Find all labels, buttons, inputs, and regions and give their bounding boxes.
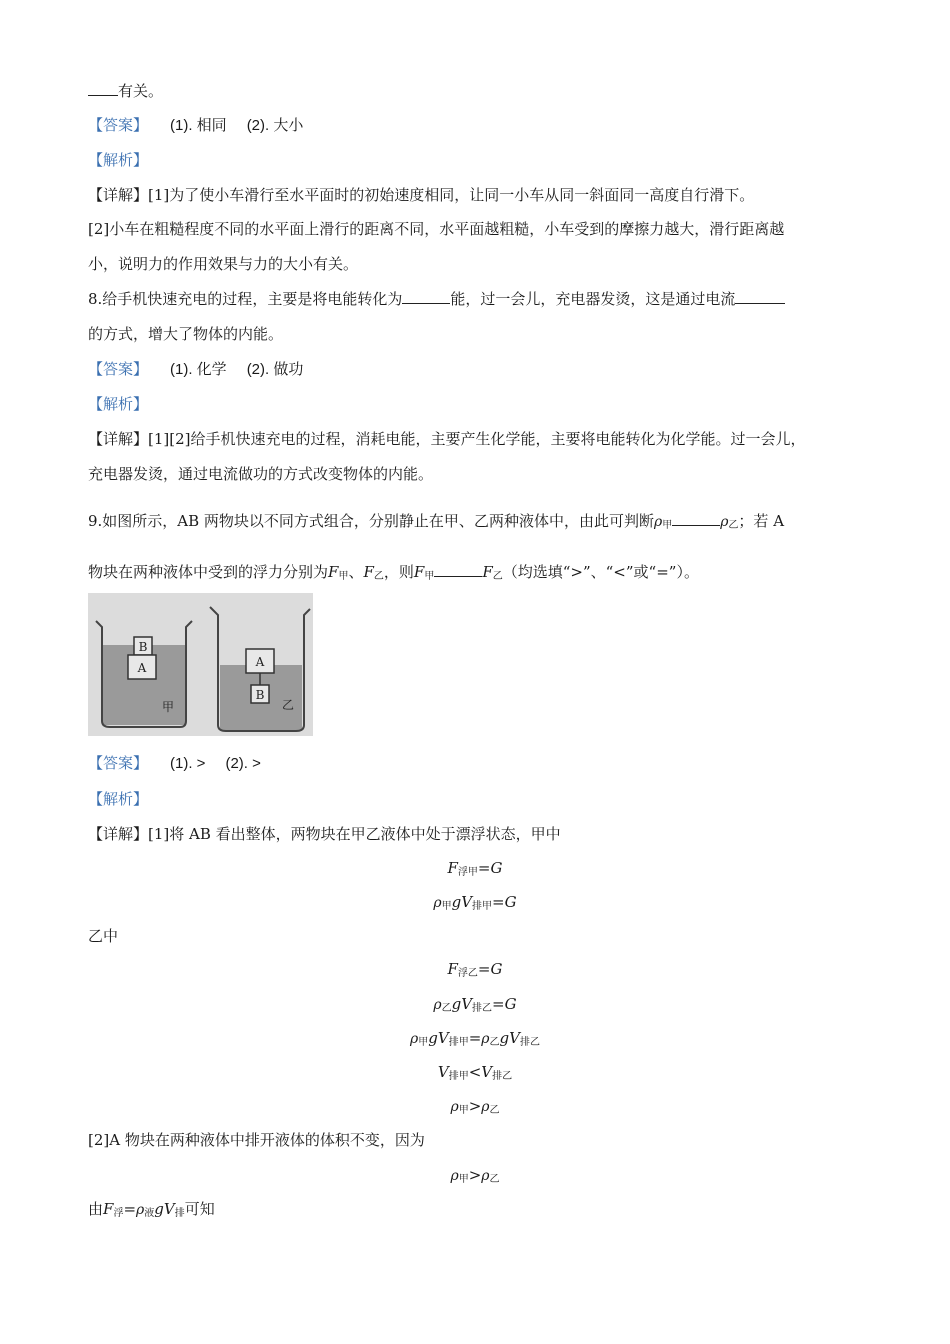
equation-1 — [0, 857, 950, 884]
eq-term: ρ — [450, 1168, 459, 1184]
q7-tail-text: 有关。 — [118, 82, 164, 100]
equation-6 — [0, 1061, 950, 1088]
equation-3 — [0, 958, 950, 985]
force-symbol: F — [482, 563, 493, 581]
block-a-label: A — [255, 655, 265, 669]
eq-term: =G — [477, 960, 503, 978]
subscript-jia: 甲 — [338, 571, 349, 582]
subscript-jia: 甲 — [662, 520, 673, 531]
q8-detail-line-1 — [88, 428, 806, 450]
eq-operator: > — [468, 1166, 482, 1184]
eq-term: ρ — [481, 1099, 490, 1115]
q8-stem-c: 的方式，增大了物体的内能。 — [88, 325, 284, 343]
q9-stem-line-1 — [88, 510, 784, 537]
beaker-figure — [88, 593, 313, 736]
answer-tag: 【答案】 — [88, 754, 149, 772]
q7-answer-line — [88, 114, 303, 137]
equation-8 — [0, 1164, 950, 1191]
eq-term: ρ — [450, 1099, 459, 1115]
q7-detail-line-3 — [88, 253, 358, 275]
eq-subscript: 浮乙 — [457, 968, 478, 979]
q7-analysis-line — [88, 149, 148, 171]
subscript-yi: 乙 — [492, 571, 503, 582]
q7-tail-line — [88, 80, 163, 102]
equation-5 — [0, 1027, 950, 1054]
q9-stem2-c: （均选填“>”、“<”或“=”）。 — [502, 563, 699, 581]
q8-answer-1: (1). 化学 — [170, 361, 227, 378]
q8-detail-line-2 — [88, 463, 433, 485]
force-symbol: F — [328, 563, 339, 581]
eq-operator: = — [123, 1200, 137, 1218]
q9-stem2-a: 物块在两种液体中受到的浮力分别为 — [88, 563, 329, 581]
yi-zhong-line — [88, 925, 118, 947]
q8-stem-b: 能，过一会儿，充电器发烫，这是通过电流 — [450, 290, 736, 308]
detail-tag: 【详解】 — [88, 186, 149, 204]
eq-subscript: 甲 — [418, 1037, 429, 1048]
eq-term: ρ — [433, 997, 442, 1013]
eq-term: =G — [492, 995, 517, 1013]
eq-term: gV — [154, 1200, 175, 1218]
q7-answer-2: (2). 大小 — [246, 117, 304, 134]
force-symbol: F — [413, 563, 425, 581]
eq-subscript: 乙 — [489, 1174, 500, 1185]
q7-detail-line-2 — [88, 218, 784, 240]
detail-tag: 【详解】 — [88, 825, 149, 843]
answer-blank — [672, 510, 720, 526]
eq-term: gV — [499, 1029, 520, 1047]
rho-symbol: ρ — [720, 514, 729, 530]
q9-detail-1: [1]将 AB 看出整体，两物块在甲乙液体中处于漂浮状态，甲中 — [148, 825, 561, 843]
eq-term: =G — [492, 893, 517, 911]
eq-subscript: 排甲 — [448, 1071, 469, 1082]
eq-operator: < — [468, 1063, 482, 1081]
q8-answer-2: (2). 做功 — [246, 361, 304, 378]
eq-subscript: 液 — [144, 1208, 155, 1219]
label-yi: 乙 — [281, 698, 295, 712]
eq-subscript: 甲 — [458, 1174, 469, 1185]
eq-term: gV — [451, 893, 473, 911]
equation-7 — [0, 1095, 950, 1122]
eq-subscript: 乙 — [489, 1037, 500, 1048]
q9-answer-2: (2). > — [225, 755, 261, 772]
eq-term: V — [437, 1063, 449, 1081]
eq-subscript: 排乙 — [472, 1003, 493, 1014]
label-jia: 甲 — [161, 700, 175, 714]
subscript-yi: 乙 — [373, 571, 384, 582]
eq-subscript: 排 — [174, 1208, 185, 1219]
q9-stem-line-2 — [88, 561, 699, 588]
eq-subscript: 排甲 — [472, 901, 493, 912]
q8-stem-a: 8.给手机快速充电的过程，主要是将电能转化为 — [88, 290, 403, 308]
q9-detail-line-2 — [88, 1129, 425, 1151]
eq-term: ρ — [136, 1202, 145, 1218]
final-text: 可知 — [184, 1200, 215, 1218]
eq-subscript: 排甲 — [448, 1037, 469, 1048]
q9-detail-2: [2]A 物块在两种液体中排开液体的体积不变，因为 — [88, 1131, 425, 1149]
q8-detail-1: [1][2]给手机快速充电的过程，消耗电能，主要产生化学能，主要将电能转化为化学能。过一会儿， — [148, 430, 806, 448]
answer-blank — [735, 288, 785, 304]
rho-symbol: ρ — [653, 514, 663, 530]
eq-term: =G — [477, 859, 503, 877]
final-text: 由 — [88, 1200, 104, 1218]
block-b-label: B — [255, 688, 265, 702]
q7-detail-2a: [2]小车在粗糙程度不同的水平面上滑行的距离不同，水平面越粗糙，小车受到的摩擦力越大，滑行距离越 — [88, 220, 785, 238]
eq-term: F — [103, 1200, 114, 1218]
eq-subscript: 排乙 — [492, 1071, 513, 1082]
q9-final-line — [88, 1198, 215, 1225]
q7-answer-1: (1). 相同 — [170, 117, 227, 134]
eq-subscript: 乙 — [489, 1105, 500, 1116]
q7-detail-2b: 小，说明力的作用效果与力的大小有关。 — [88, 255, 359, 273]
eq-operator: = — [468, 1029, 482, 1047]
answer-tag: 【答案】 — [88, 116, 149, 134]
eq-subscript: 甲 — [441, 901, 452, 912]
eq-term: gV — [451, 995, 473, 1013]
q9-analysis-line — [88, 788, 148, 810]
q7-detail-line-1 — [88, 184, 754, 206]
subscript-yi: 乙 — [728, 520, 739, 531]
eq-term: gV — [428, 1029, 449, 1047]
equation-4 — [0, 993, 950, 1020]
q7-detail-1: [1]为了使小车滑行至水平面时的初始速度相同，让同一小车从同一斜面同一高度自行滑下。 — [148, 186, 755, 204]
eq-term: ρ — [481, 1168, 490, 1184]
answer-blank — [434, 561, 482, 577]
eq-term: V — [481, 1063, 493, 1081]
q8-answer-line — [88, 358, 303, 381]
analysis-tag: 【解析】 — [88, 151, 149, 169]
answer-tag: 【答案】 — [88, 360, 149, 378]
eq-subscript: 排乙 — [519, 1037, 540, 1048]
eq-subscript: 乙 — [441, 1003, 452, 1014]
q9-answer-1: (1). > — [170, 755, 206, 772]
subscript-jia: 甲 — [424, 571, 435, 582]
q8-stem-line-1 — [88, 288, 785, 310]
q8-stem-line-2 — [88, 323, 283, 345]
answer-blank — [402, 288, 450, 304]
force-symbol: F — [363, 563, 374, 581]
q8-analysis-line — [88, 393, 148, 415]
q9-stem-b: ；若 A — [738, 512, 785, 530]
eq-term: ρ — [433, 895, 442, 911]
eq-subscript: 甲 — [458, 1105, 469, 1116]
q9-answer-line — [88, 752, 261, 775]
eq-subscript: 浮甲 — [457, 867, 478, 878]
q9-detail-line-1 — [88, 823, 561, 845]
separator: 、 — [348, 563, 364, 581]
eq-operator: > — [468, 1097, 482, 1115]
answer-blank — [88, 80, 118, 96]
detail-tag: 【详解】 — [88, 430, 149, 448]
block-a-label: A — [137, 661, 147, 675]
eq-subscript: 浮 — [113, 1208, 124, 1219]
eq-term: F — [447, 960, 458, 978]
eq-term: ρ — [410, 1031, 419, 1047]
block-b-label: B — [138, 640, 148, 654]
analysis-tag: 【解析】 — [88, 790, 149, 808]
eq-term: ρ — [481, 1031, 490, 1047]
analysis-tag: 【解析】 — [88, 395, 149, 413]
q9-stem-a: 9.如图所示，AB 两物块以不同方式组合，分别静止在甲、乙两种液体中，由此可判断 — [88, 512, 654, 530]
yi-zhong-text: 乙中 — [88, 927, 119, 945]
equation-2 — [0, 891, 950, 918]
q9-stem2-b: ，则 — [383, 563, 414, 581]
eq-term: F — [447, 859, 458, 877]
q8-detail-2: 充电器发烫，通过电流做功的方式改变物体的内能。 — [88, 465, 434, 483]
